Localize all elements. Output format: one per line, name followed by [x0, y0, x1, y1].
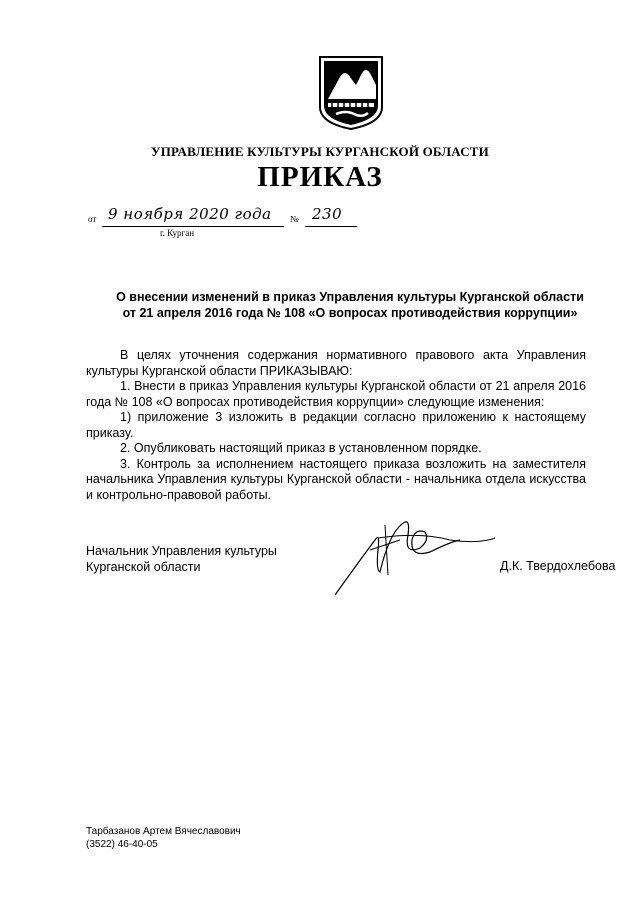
coat-of-arms-emblem	[316, 55, 386, 130]
handwritten-date: 9 ноября 2020 года	[108, 205, 272, 223]
city-label: г. Курган	[160, 228, 195, 238]
body-paragraph: 1. Внести в приказ Управления культуры Курганской области от 21 апреля 2016 года № 108 «О вопросах противодействия коррупции» следующие изменения:	[86, 379, 586, 409]
body-paragraph: 2. Опубликовать настоящий приказ в установленном порядке.	[120, 441, 482, 455]
signer-position-line-2: Курганской области	[86, 559, 201, 574]
signer-position	[86, 544, 277, 575]
signer-position-line-1: Начальник Управления культуры	[86, 544, 277, 558]
executor-phone: (3522) 46-40-05	[86, 839, 158, 850]
date-prefix-label: от	[88, 214, 97, 224]
document-type-heading: ПРИКАЗ	[257, 161, 383, 193]
title-line-1: О внесении изменений в приказ Управления культуры Курганской области	[116, 290, 584, 304]
executor-name: Тарбазанов Артем Вячеславович	[86, 826, 241, 837]
number-underline	[305, 226, 357, 227]
handwritten-signature	[330, 510, 500, 600]
executor-contacts	[86, 825, 241, 851]
title-line-2: от 21 апреля 2016 года № 108 «О вопросах противодействия коррупции»	[122, 306, 578, 320]
number-prefix-label: №	[290, 214, 299, 224]
body-paragraph: 1) приложение 3 изложить в редакции согласно приложению к настоящему приказу.	[86, 410, 586, 440]
organization-name: УПРАВЛЕНИЕ КУЛЬТУРЫ КУРГАНСКОЙ ОБЛАСТИ	[150, 144, 489, 159]
body-paragraph: 3. Контроль за исполнением настоящего приказа возложить на заместителя начальника Управления культуры Курганской области - начальника отдела искусства и контрольно-правовой работы.	[86, 456, 586, 502]
handwritten-number: 230	[312, 205, 343, 223]
body-paragraph: В целях уточнения содержания нормативного правового акта Управления культуры Курганской области ПРИКАЗЫВАЮ:	[86, 348, 586, 378]
signer-name: Д.К. Твердохлебова	[500, 559, 616, 573]
date-underline	[102, 226, 284, 227]
document-title	[60, 289, 640, 321]
document-body	[86, 348, 586, 503]
